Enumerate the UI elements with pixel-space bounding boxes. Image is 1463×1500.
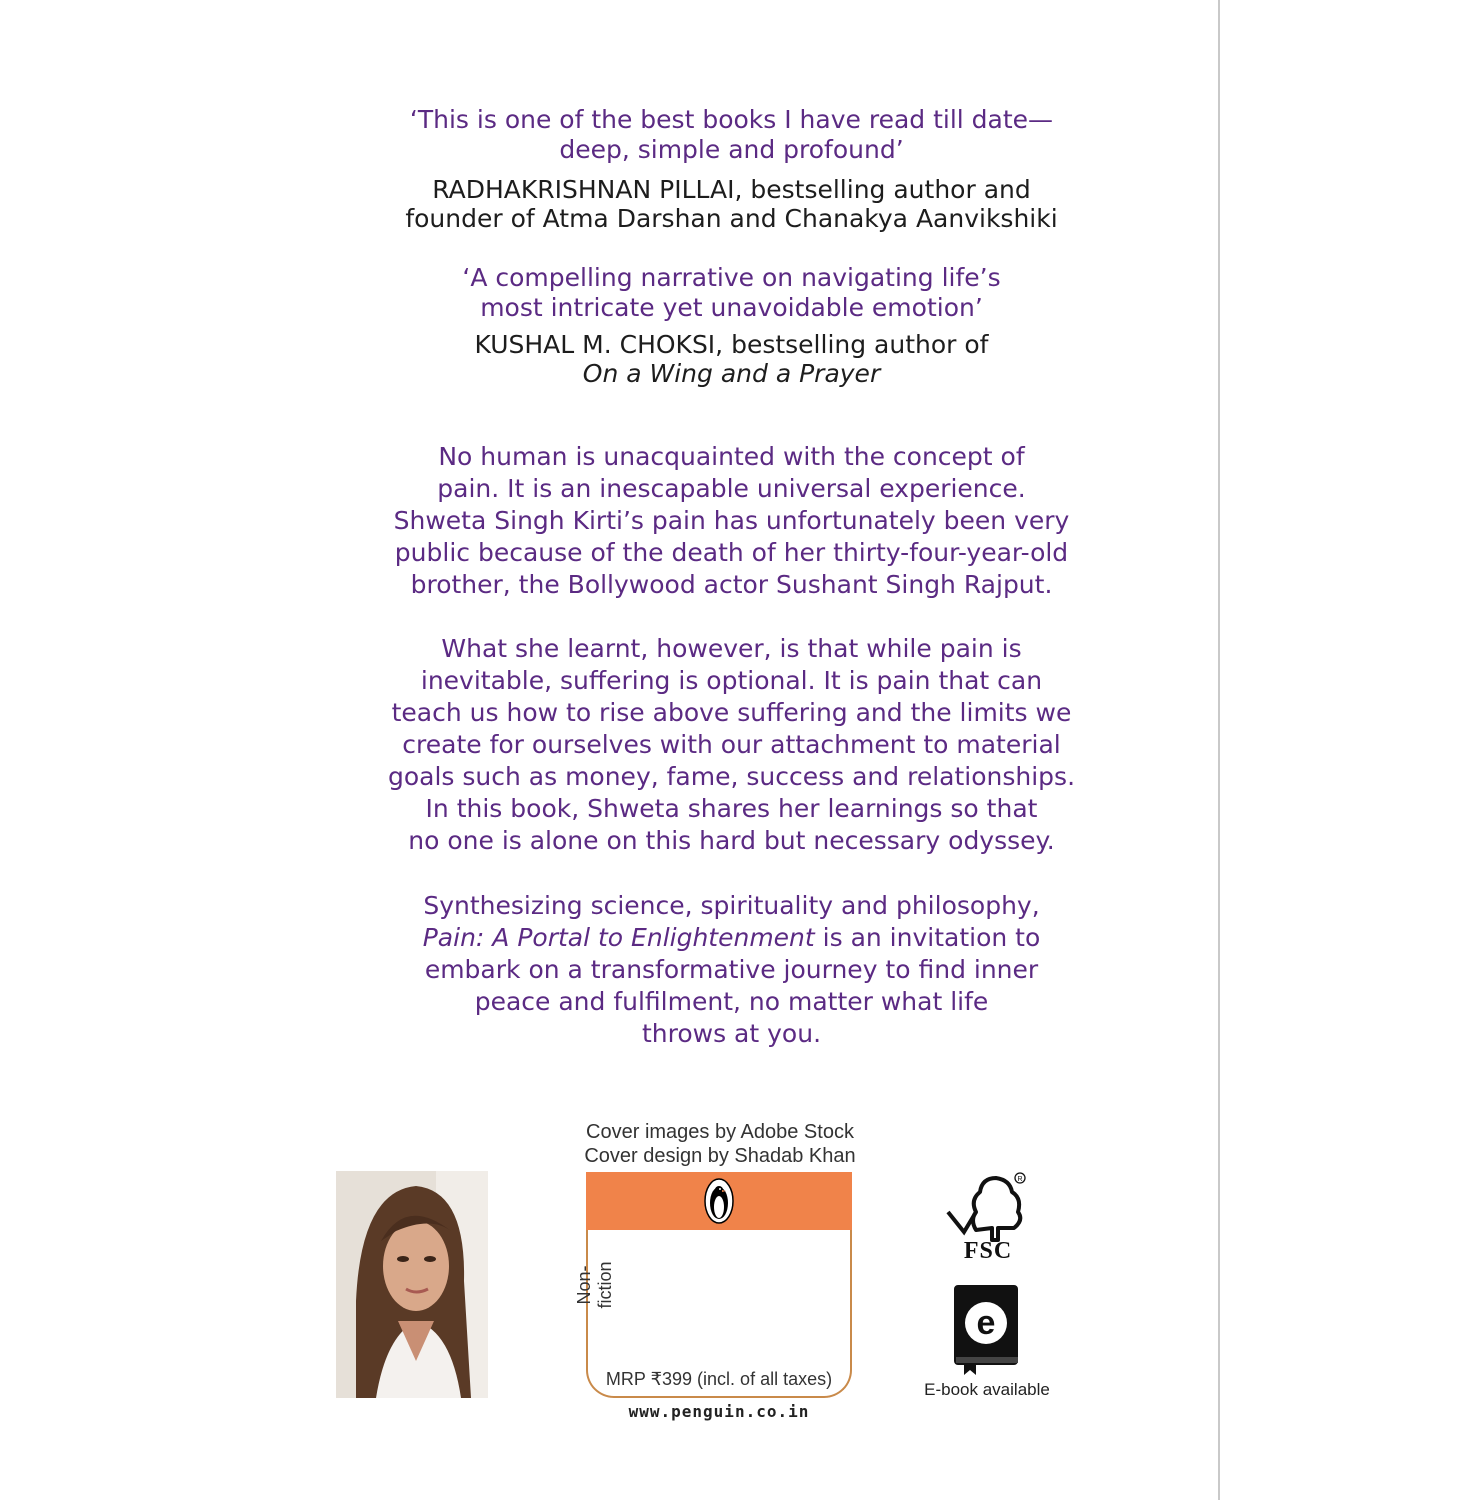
blurb-line: In this book, Shweta shares her learnings so that <box>425 794 1038 823</box>
svg-text:R: R <box>1017 1176 1023 1183</box>
quote-1-attribution <box>0 175 1463 233</box>
quote-2-line-1: ‘A compelling narrative on navigating life’s <box>462 263 1001 292</box>
blurb-paragraph-2 <box>0 633 1463 857</box>
quote-2-attribution-line-2: On a Wing and a Prayer <box>582 359 881 388</box>
blurb-line: pain. It is an inescapable universal experience. <box>437 474 1026 503</box>
quote-1-line-1: ‘This is one of the best books I have read till date— <box>409 105 1054 134</box>
quote-1-attribution-line-2: founder of Atma Darshan and Chanakya Aanvikshiki <box>405 204 1058 233</box>
blurb-line: inevitable, suffering is optional. It is pain that can <box>420 666 1043 695</box>
publisher-url: www.penguin.co.in <box>628 1402 810 1421</box>
quote-2-attribution-line-1: KUSHAL M. CHOKSI, bestselling author of <box>474 330 989 359</box>
penguin-logo-icon <box>704 1178 734 1224</box>
book-title: Pain: A Portal to Enlightenment <box>422 923 815 952</box>
quote-2-line-2: most intricate yet unavoidable emotion’ <box>480 293 983 322</box>
quote-1-attribution-line-1: RADHAKRISHNAN PILLAI, bestselling author and <box>432 175 1031 204</box>
blurb-paragraph-3 <box>0 890 1463 1050</box>
ebook-icon <box>952 1283 1022 1375</box>
blurb-line: brother, the Bollywood actor Sushant Singh Rajput. <box>410 570 1053 599</box>
blurb-line: public because of the death of her thirty-four-year-old <box>394 538 1069 567</box>
ebook-available-label: E-book available <box>924 1380 1050 1399</box>
quote-2-attribution <box>0 330 1463 388</box>
blurb-line: teach us how to rise above suffering and the limits we <box>391 698 1072 727</box>
blurb-line: embark on a transformative journey to find inner <box>424 955 1039 984</box>
blurb-line: Shweta Singh Kirti’s pain has unfortunately been very <box>393 506 1070 535</box>
cover-images-credit: Cover images by Adobe Stock <box>586 1121 854 1143</box>
blurb-line: What she learnt, however, is that while pain is <box>441 634 1022 663</box>
mrp-price: MRP ₹399 (incl. of all taxes) <box>605 1369 833 1389</box>
svg-text:e: e <box>976 1304 996 1342</box>
quote-1-line-2: deep, simple and profound’ <box>559 135 904 164</box>
blurb-line: goals such as money, fame, success and relationships. <box>387 762 1076 791</box>
category-label: Non-fiction <box>574 1261 615 1309</box>
cover-design-credit: Cover design by Shadab Khan <box>584 1145 856 1167</box>
blurb-line <box>0 922 1463 954</box>
blurb-line: peace and fulfilment, no matter what life <box>474 987 989 1016</box>
cover-credits <box>560 1120 880 1168</box>
blurb-line: throws at you. <box>641 1019 822 1048</box>
blurb-line: Synthesizing science, spirituality and philosophy, <box>423 891 1040 920</box>
blurb-line: no one is alone on this hard but necessary odyssey. <box>408 826 1055 855</box>
blurb-line: No human is unacquainted with the concept of <box>438 442 1025 471</box>
author-photo <box>336 1171 488 1398</box>
blurb-line: create for ourselves with our attachment to material <box>402 730 1061 759</box>
blurb-line-rest: is an invitation to <box>814 923 1041 952</box>
quote-2 <box>0 263 1463 323</box>
fsc-label: FSC <box>963 1238 1013 1264</box>
author-portrait-image <box>336 1171 488 1398</box>
quote-1 <box>0 105 1463 165</box>
blurb-paragraph-1 <box>0 441 1463 601</box>
